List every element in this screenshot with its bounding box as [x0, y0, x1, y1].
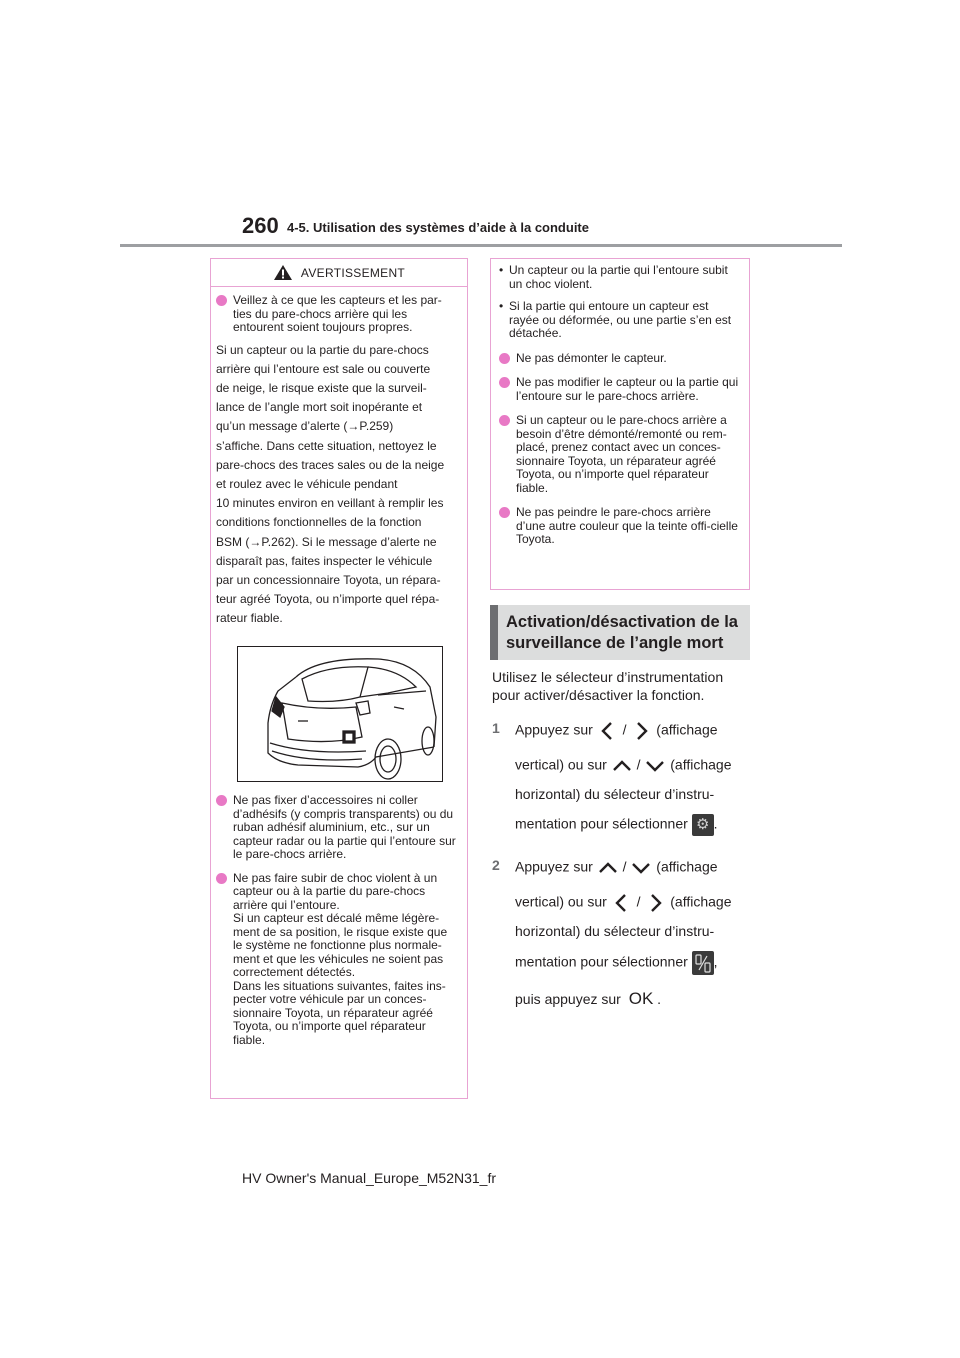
step-text: puis appuyez sur: [515, 991, 621, 1007]
slash-text: /: [636, 893, 641, 910]
step-line: [515, 755, 732, 777]
step-text: (affichage: [670, 893, 732, 910]
dash-item: • Un capteur ou la partie qui l’entoure subit un choc violent.: [491, 264, 749, 291]
warning-triangle-icon: [273, 264, 293, 281]
ok-button-label: OK: [628, 989, 654, 1008]
para-line: BSM (→P.262). Si le message d’alerte ne: [216, 534, 437, 549]
step-line: [515, 892, 732, 914]
warning-bullet: [491, 506, 749, 547]
warning-bullet-sentence: Si un capteur est décalé même légère-ment de sa position, le risque existe que le système ne fonctionne plus normale-ment et que les véhicules ne soient pas correctement détectés.: [233, 911, 448, 979]
gear-icon: ⚙: [692, 814, 714, 836]
warning-title: AVERTISSEMENT: [300, 265, 406, 280]
section-heading: [490, 605, 750, 660]
step-line: [515, 785, 714, 803]
warning-paragraph: [211, 341, 467, 629]
bullet-dot: [216, 873, 227, 884]
car-rear-sensor-illustration: [238, 647, 442, 781]
warning-bullet-text: Ne pas fixer d’accessoires ni coller d’adhésifs (y compris transparents) ou du ruban adhésif aluminium, etc., sur un capteur radar ou la partie qui l’entoure sur le pare-chocs arrière.: [233, 793, 456, 861]
bullet-dot: [499, 415, 510, 426]
slash-text: /: [622, 721, 627, 738]
bullet-dot: [216, 795, 227, 806]
warning-bullet: [211, 794, 467, 862]
warning-bullet: [491, 414, 749, 495]
warning-bullet: [491, 352, 749, 366]
chevron-right-icon: [644, 892, 666, 914]
warning-bullet-sentence: Dans les situations suivantes, faites ins-pecter votre véhicule par un conces-sionnaire Toyota, un réparateur agréé Toyota, ou n’importe quel réparateur fiable.: [233, 978, 446, 1047]
step-number: 2: [492, 857, 500, 873]
step-line: puis appuyez sur OK .: [515, 989, 662, 1008]
step-text: horizontal) du sélecteur d’instru-: [515, 786, 715, 802]
para-line: disparaît pas, faites inspecter le véhicule: [216, 553, 433, 568]
section-title: 4-5. Utilisation des systèmes d’aide à la conduite: [287, 220, 589, 235]
header-rule: [120, 244, 842, 247]
warning-bullet-text: Ne pas peindre le pare-chocs arrière d’une autre couleur que la teinte offi-cielle Toyota.: [516, 505, 738, 546]
para-line: lance de l’angle mort soit inopérante et: [216, 400, 423, 415]
bullet-dot: [216, 295, 227, 306]
chevron-down-icon: [644, 755, 666, 777]
warning-bullet-text: Si un capteur ou le pare-chocs arrière a besoin d’être démonté/remonté ou rem-placé, prenez contact avec un conces-sionnaire Toyota, un réparateur agréé Toyota, ou n’importe quel réparateur fiable.: [516, 413, 727, 495]
step-text: horizontal) du sélecteur d’instru-: [515, 923, 715, 939]
chevron-up-icon: [611, 755, 633, 777]
step-number: 1: [492, 720, 500, 736]
para-line: teur agréé Toyota, ou n’importe quel répa-: [216, 592, 440, 607]
step-text: (affichage: [656, 721, 718, 738]
footer-text: HV Owner's Manual_Europe_M52N31_fr: [242, 1170, 497, 1186]
warning-bullet-text: [233, 872, 459, 1048]
slash-text: /: [636, 756, 641, 773]
chevron-up-icon: [597, 857, 619, 879]
step-text: (affichage: [656, 858, 718, 875]
step-line: [515, 922, 714, 940]
step-text: vertical) ou sur: [515, 756, 607, 773]
heading-line: Activation/désactivation de la: [506, 613, 738, 631]
step-text: mentation pour sélectionner: [515, 815, 688, 832]
warning-bullet: [211, 872, 467, 1048]
chevron-right-icon: [630, 720, 652, 742]
intro-line: pour activer/désactiver la fonction.: [492, 687, 705, 703]
chevron-left-icon: [597, 720, 619, 742]
para-line: de neige, le risque existe que la surveil-: [216, 380, 427, 395]
step-text: Appuyez sur: [515, 858, 593, 875]
bullet-dot: [499, 353, 510, 364]
step-line: mentation pour sélectionner ⚙ .: [515, 814, 718, 836]
para-line: par un concessionnaire Toyota, un répara-: [216, 572, 441, 587]
para-line: et roulez avec le véhicule pendant: [216, 476, 398, 491]
step-text: (affichage: [670, 756, 732, 773]
para-line: qu’un message d’alerte (→P.259): [216, 419, 394, 434]
warning-bullet-sentence: Ne pas faire subir de choc violent à un capteur ou à la partie du pare-chocs arrière qui l’entoure.: [233, 870, 438, 912]
warning-bullet: [211, 294, 467, 335]
step-text: Appuyez sur: [515, 721, 593, 738]
warning-bullet-text: Ne pas modifier le capteur ou la partie qui l’entoure sur le pare-chocs arrière.: [516, 375, 739, 403]
warning-bullet-text: Ne pas démonter le capteur.: [516, 350, 667, 365]
step-text: mentation pour sélectionner: [515, 953, 688, 970]
step-text: vertical) ou sur: [515, 893, 607, 910]
page-number: 260: [242, 213, 279, 238]
bsm-settings-icon: [692, 951, 714, 975]
dash-item-text: Si la partie qui entoure un capteur est rayée ou déformée, ou une partie s’en est détachée.: [509, 299, 732, 340]
para-line: arrière qui l’entoure est sale ou couverte: [216, 361, 431, 376]
warning-header: [211, 259, 467, 287]
heading-line: surveillance de l’angle mort: [506, 634, 724, 652]
car-illustration: [237, 646, 443, 782]
slash-text: /: [622, 858, 627, 875]
warning-continuation-box: [490, 258, 750, 590]
step-line: [515, 857, 718, 879]
para-line: conditions fonctionnelles de la fonction: [216, 515, 422, 530]
warning-box: [210, 258, 468, 1099]
para-line: rateur fiable.: [216, 611, 283, 626]
intro-text: [492, 668, 723, 704]
warning-bullet-text: Veillez à ce que les capteurs et les par-ties du pare-chocs arrière qui les entourent soient toujours propres.: [233, 293, 442, 334]
para-line: Si un capteur ou la partie du pare-chocs: [216, 342, 429, 357]
step-line: [515, 720, 718, 742]
intro-line: Utilisez le sélecteur d’instrumentation: [492, 669, 724, 685]
dash-item-text: Un capteur ou la partie qui l’entoure subit un choc violent.: [509, 263, 728, 291]
para-line: pare-chocs des traces sales ou de la neige: [216, 457, 445, 472]
bullet-dot: [499, 377, 510, 388]
para-line: s’affiche. Dans cette situation, nettoyez le: [216, 438, 437, 453]
chevron-left-icon: [611, 892, 633, 914]
dash-item: • Si la partie qui entoure un capteur est rayée ou déformée, ou une partie s’en est détachée.: [491, 300, 749, 341]
step-line: mentation pour sélectionner ,: [515, 951, 718, 975]
chevron-down-icon: [630, 857, 652, 879]
bullet-dot: [499, 507, 510, 518]
warning-bullet: [491, 376, 749, 403]
para-line: 10 minutes environ en veillant à remplir les: [216, 496, 444, 511]
